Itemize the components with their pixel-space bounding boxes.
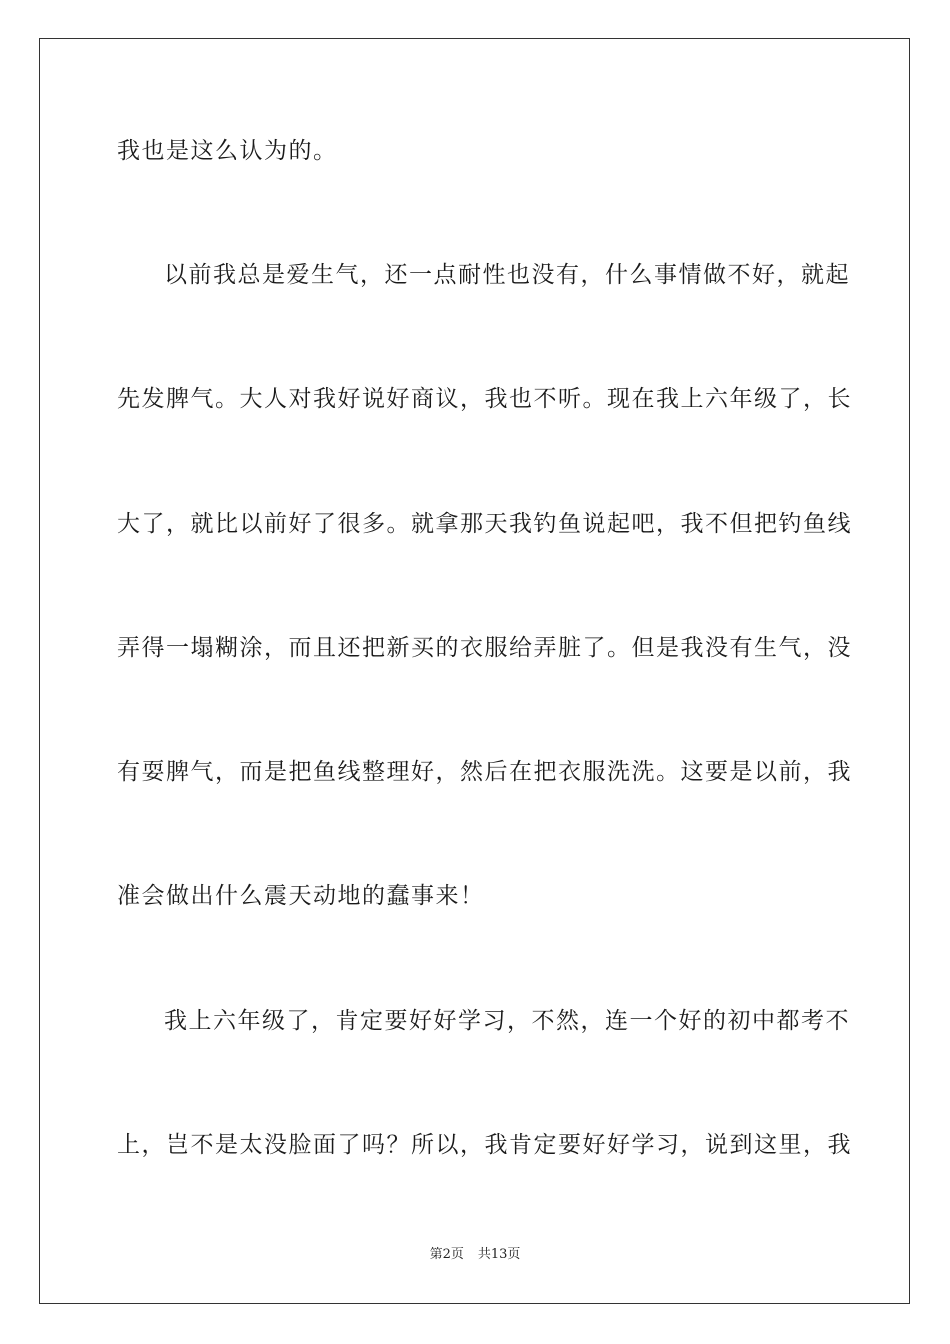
page-border — [39, 38, 910, 1304]
page-number: 第2页 — [429, 1247, 464, 1262]
text-line: 有耍脾气，而是把鱼线整理好，然后在把衣服洗洗。这要是以前，我 — [117, 759, 852, 785]
text-line: 大了，就比以前好了很多。就拿那天我钓鱼说起吧，我不但把钓鱼线 — [117, 511, 852, 537]
text-line: 弄得一塌糊涂，而且还把新买的衣服给弄脏了。但是我没有生气，没 — [117, 635, 852, 661]
paragraph-start-line: 我上六年级了，肯定要好好学习，不然，连一个好的初中都考不 — [164, 1008, 850, 1034]
text-line: 我也是这么认为的。 — [117, 138, 338, 164]
paragraph-start-line: 以前我总是爱生气，还一点耐性也没有，什么事情做不好，就起 — [164, 262, 850, 288]
page-footer — [0, 1246, 950, 1264]
page-total: 共13页 — [477, 1247, 521, 1262]
text-line: 上，岂不是太没脸面了吗？所以，我肯定要好好学习，说到这里，我 — [117, 1132, 852, 1158]
text-line: 先发脾气。大人对我好说好商议，我也不听。现在我上六年级了，长 — [117, 386, 852, 412]
text-line: 准会做出什么震天动地的蠢事来！ — [117, 883, 485, 909]
